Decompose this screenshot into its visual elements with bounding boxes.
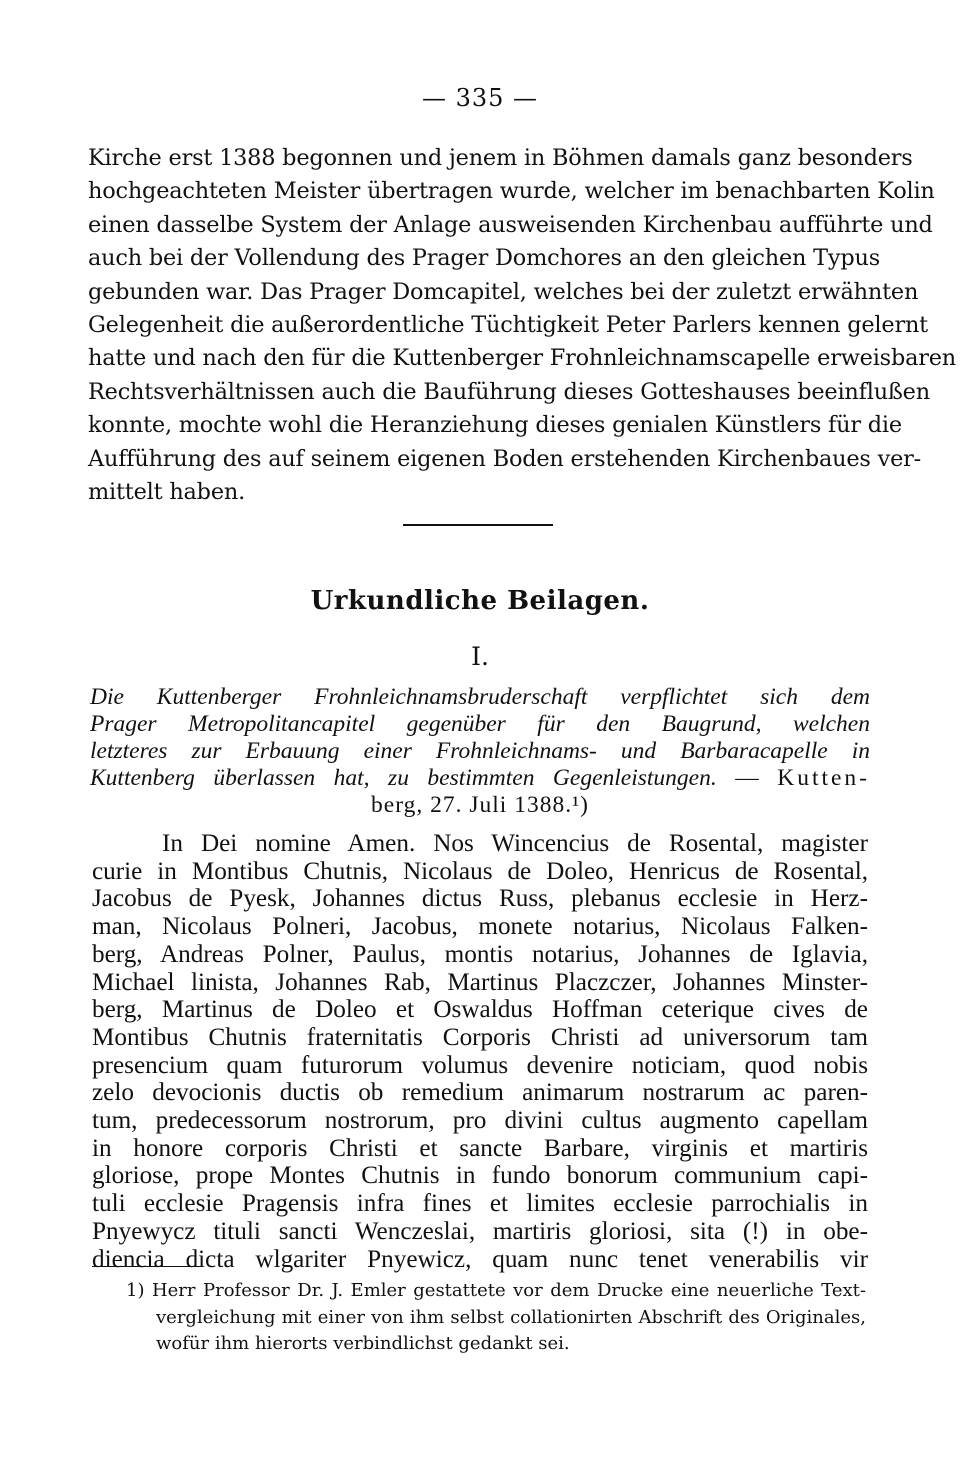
fraktur-paragraph [88,142,957,509]
text-line: berg, Andreas Polner, Paulus, montis notarius, Johannes de Iglavia, [92,940,868,968]
footnote [126,1278,866,1358]
summary-dash: — [716,765,778,791]
footnote-line: vergleichung mit einer von ihm selbst collationirten Abschrift des Originales, [156,1306,866,1328]
footnote-line: wofür ihm hierorts verbindlichst gedankt sei. [156,1333,570,1354]
latin-charter-text [92,830,868,1273]
section-heading: Urkundliche Beilagen. [310,586,650,616]
text-line: diencia dicta wlgariter Pnyewicz, quam nunc tenet venerabilis vir [92,1245,868,1273]
footnote-line: 1) Herr Professor Dr. J. Emler gestattete vor dem Drucke eine neuerliche Text- [126,1280,866,1301]
text-line: Pnyewycz tituli sancti Wenczeslai, martiris gloriosi, sita (!) in obe- [92,1217,868,1245]
place-date-line: berg, 27. Juli 1388.¹) [371,792,589,818]
text-line: presencium quam futurorum volumus devenire noticiam, quod nobis [92,1051,868,1079]
summary-line-text: Kuttenberg überlassen hat, zu bestimmten Gegenleistungen. [90,765,717,791]
summary-line: Die Kuttenberger Frohnleichnamsbruderschaft verpflichtet sich dem [90,684,870,710]
text-line: In Dei nomine Amen. Nos Wincencius de Rosental, magister [162,830,868,857]
text-line: Kirche erst 1388 begonnen und jenem in Böhmen damals ganz besonders [88,145,913,171]
text-line: gebunden war. Das Prager Domcapitel, welches bei der zuletzt erwähnten [88,278,919,305]
text-line: hochgeachteten Meister übertragen wurde, welcher im benachbarten Kolin [88,178,935,205]
document-summary [90,684,870,819]
text-line: tum, predecessorum nostrorum, pro divini cultus augmento capellam [92,1107,868,1135]
text-line: konnte, mochte wohl die Heranziehung dieses genialen Künstlers für die [88,412,902,439]
text-line: in honore corporis Christi et sancte Barbare, virginis et martiris [92,1134,868,1162]
text-line: man, Nicolaus Polneri, Jacobus, monete notarius, Nicolaus Falken- [92,913,868,941]
text-line: auch bei der Vollendung des Prager Domchores an den gleichen Typus [88,245,880,272]
place-name: Kutten- [777,765,871,791]
text-line: hatte und nach den für die Kuttenberger Frohnleichnamscapelle erweisbaren [88,345,957,372]
summary-line: Prager Metropolitancapitel gegenüber für den Baugrund, welchen [90,711,870,737]
text-line: tuli ecclesie Pragensis infra fines et limites ecclesie parrochialis in [92,1190,868,1218]
section-divider [403,524,553,526]
text-line: zelo devocionis ductis ob remedium animarum nostrarum ac paren- [92,1079,868,1107]
text-line: einen dasselbe System der Anlage ausweisenden Kirchenbau aufführte und [88,211,933,238]
text-line: gloriose, prope Montes Chutnis in fundo bonorum communium capi- [92,1162,868,1190]
text-line: berg, Martinus de Doleo et Oswaldus Hoffman ceterique cives de [92,996,868,1024]
text-line: Aufführung des auf seinem eigenen Boden erstehenden Kirchenbaues ver- [88,445,922,472]
footnote-rule [92,1266,202,1267]
text-line: mittelt haben. [88,479,246,506]
summary-line [90,765,870,792]
text-line: Jacobus de Pyesk, Johannes dictus Russ, plebanus ecclesie in Herz- [92,885,868,913]
document-number: I. [471,642,489,671]
text-line: Michael linista, Johannes Rab, Martinus Placzczer, Johannes Minster- [92,968,868,996]
text-line: Rechtsverhältnissen auch die Bauführung dieses Gotteshauses beeinflußen [88,378,930,405]
summary-line: letzteres zur Erbauung einer Frohnleichnams- und Barbaracapelle in [90,738,870,764]
text-line: Montibus Chutnis fraternitatis Corporis Christi ad universorum tam [92,1023,868,1051]
text-line: Gelegenheit die außerordentliche Tüchtigkeit Peter Parlers kennen gelernt [88,312,928,339]
text-line: curie in Montibus Chutnis, Nicolaus de Doleo, Henricus de Rosental, [92,857,868,885]
page-number: — 335 — [421,84,539,112]
